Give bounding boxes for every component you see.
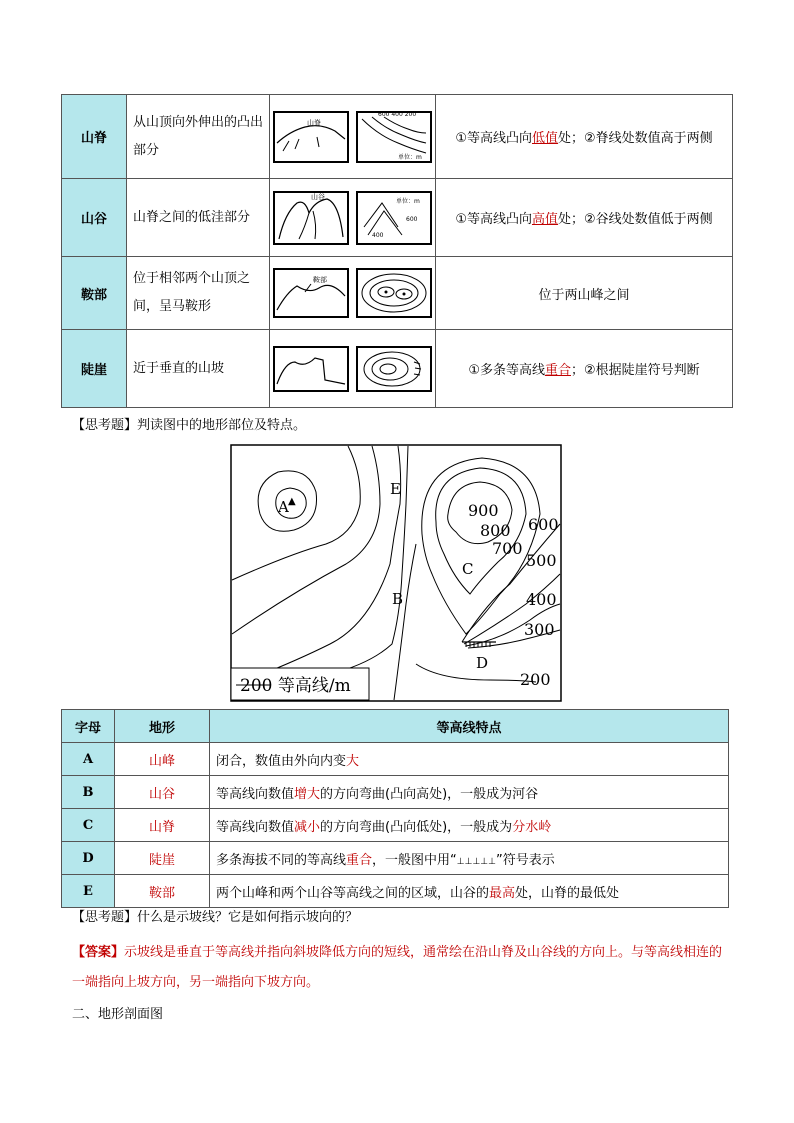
landform-feature: ①等高线凸向低值处；②脊线处数值高于两侧 <box>436 95 733 179</box>
think-question-2: 【思考题】什么是示坡线？它是如何指示坡向的？ <box>72 910 359 925</box>
valley-contours <box>356 191 432 245</box>
landform-name: 山谷 <box>62 179 127 257</box>
contour-900: 900 <box>468 501 499 520</box>
peak-marker: ▲ <box>288 496 296 507</box>
feature-table <box>61 709 729 908</box>
landform-figures <box>270 179 436 257</box>
contour-400: 400 <box>526 590 557 609</box>
valley-unit: 单位：m <box>395 197 420 205</box>
landform-desc: 近于垂直的山坡 <box>127 330 270 408</box>
table-row: B 山谷 等高线向数值增大的方向弯曲(凸向高处)，一般成为河谷 <box>62 776 729 809</box>
landform-table <box>61 94 733 408</box>
contour-300: 300 <box>524 620 555 639</box>
saddle-sketch <box>273 268 349 318</box>
landform-feature: ①多条等高线重合；②根据陡崖符号判断 <box>436 330 733 408</box>
ridge-values: 600 400 200 <box>377 110 416 118</box>
answer: 【答案】示坡线是垂直于等高线并指向斜坡降低方向的短线，通常绘在沿山脊及山谷线的方向上。与等高线相连的一端指向上坡方向，另一端指向下坡方向。 <box>72 945 723 990</box>
landform-figures <box>270 95 436 179</box>
landform-figures <box>270 257 436 330</box>
valley-600: 600 <box>405 215 418 223</box>
think-question-1: 【思考题】判读图中的地形部位及特点。 <box>72 418 307 433</box>
cliff-sketch <box>273 346 349 392</box>
landform-desc: 从山顶向外伸出的凸出部分 <box>127 95 270 179</box>
contour-600: 600 <box>528 515 559 534</box>
valley-label: 山谷 <box>311 192 326 201</box>
ridge-contours <box>356 111 432 163</box>
saddle-contours <box>356 268 432 318</box>
contour-800: 800 <box>480 521 511 540</box>
valley-400: 400 <box>371 231 384 239</box>
saddle-label: 鞍部 <box>313 276 328 284</box>
section-heading: 二、地形剖面图 <box>72 1007 164 1022</box>
valley-sketch <box>273 191 349 245</box>
landform-desc: 位于相邻两个山顶之间，呈马鞍形 <box>127 257 270 330</box>
landform-feature: ①等高线凸向高值处；②谷线处数值低于两侧 <box>436 179 733 257</box>
label-B: B <box>392 590 404 608</box>
cliff-contours <box>356 346 432 392</box>
contour-700: 700 <box>492 539 523 558</box>
landform-name: 山脊 <box>62 95 127 179</box>
label-C: C <box>462 560 474 578</box>
table-row: D 陡崖 多条海拔不同的等高线重合，一般图中用“⊥⊥⊥⊥⊥”符号表示 <box>62 842 729 875</box>
landform-name: 鞍部 <box>62 257 127 330</box>
contour-200: 200 <box>520 670 551 689</box>
col-terrain: 地形 <box>115 710 210 743</box>
contour-500: 500 <box>526 551 557 570</box>
landform-desc: 山脊之间的低洼部分 <box>127 179 270 257</box>
table-row: A 山峰 闭合，数值由外向内变大 <box>62 743 729 776</box>
col-letter: 字母 <box>62 710 115 743</box>
landform-figures <box>270 330 436 408</box>
label-A: A <box>278 498 289 516</box>
ridge-sketch <box>273 111 349 163</box>
table-row: E 鞍部 两个山峰和两个山谷等高线之间的区域，山谷的最高处，山脊的最低处 <box>62 875 729 908</box>
landform-name: 陡崖 <box>62 330 127 408</box>
landform-feature: 位于两山峰之间 <box>436 257 733 330</box>
table-row: C 山脊 等高线向数值减小的方向弯曲(凸向低处)，一般成为分水岭 <box>62 809 729 842</box>
legend: 200 等高线/m <box>240 676 351 696</box>
label-D: D <box>476 654 489 672</box>
contour-map <box>230 444 562 702</box>
col-feature: 等高线特点 <box>210 710 729 743</box>
ridge-label: 山脊 <box>307 118 322 127</box>
ridge-unit: 单位：m <box>397 153 422 161</box>
label-E: E <box>390 480 401 498</box>
